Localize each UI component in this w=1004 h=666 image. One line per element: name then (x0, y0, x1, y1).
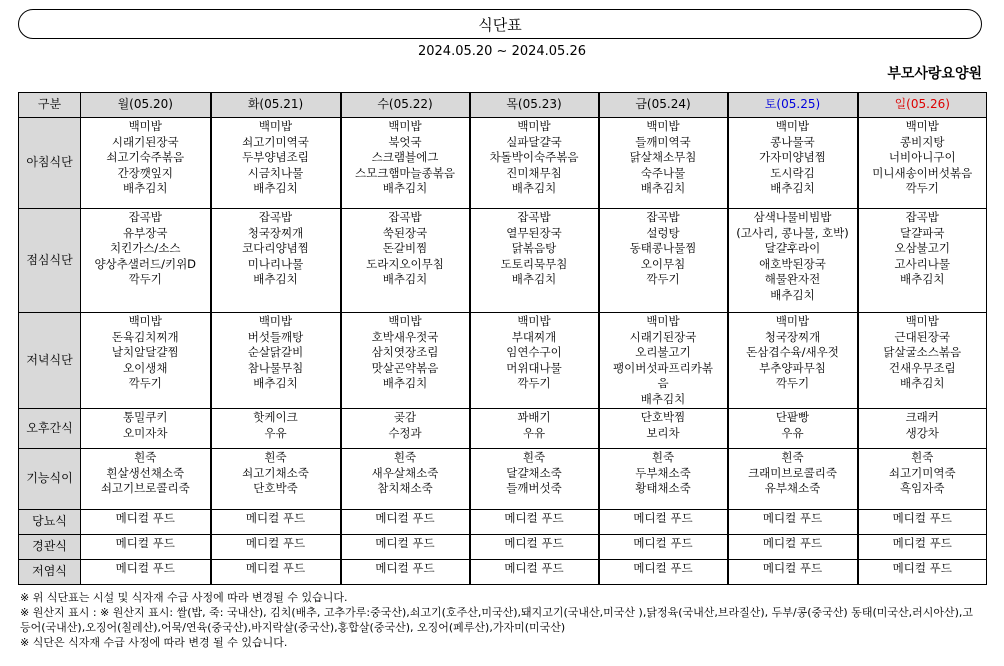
menu-item: 진미채무침 (506, 165, 562, 180)
page-title: 식단표 (478, 15, 522, 34)
menu-item: 백미밥 (258, 314, 293, 328)
menu-item: 오이무침 (640, 256, 686, 271)
menu-item: 백미밥 (258, 119, 293, 133)
menu-cell (858, 560, 987, 585)
menu-item: 단팥빵 (775, 410, 810, 424)
menu-item: 백미밥 (388, 314, 422, 328)
menu-item: 들깨버섯죽 (506, 481, 562, 495)
menu-item: 북엇국 (388, 134, 422, 149)
menu-item: 미나리나물 (247, 256, 304, 271)
menu-item: 쑥된장국 (382, 225, 428, 240)
menu-item: 흰살생선채소죽 (106, 465, 185, 480)
menu-item: 메디컬 푸드 (633, 511, 693, 525)
menu-item: 단호박죽 (253, 481, 298, 495)
meal-plan-table (18, 92, 987, 585)
menu-item: 오리불고기 (635, 345, 691, 359)
menu-item: 메디컬 푸드 (245, 536, 306, 550)
menu-cell (599, 118, 728, 209)
menu-item: 메디컬 푸드 (762, 561, 823, 575)
menu-item: 부추양파무침 (759, 360, 826, 375)
menu-item: 닭볶음탕 (511, 241, 557, 255)
table-row (19, 209, 987, 313)
menu-cell (599, 560, 728, 585)
table-row (19, 535, 987, 560)
menu-item: 잡곡밥 (905, 210, 939, 224)
menu-item: 흰죽 (264, 450, 287, 464)
menu-cell (470, 449, 599, 510)
corner-header: 구분 (19, 93, 81, 118)
menu-item: 임연수구이 (506, 345, 562, 359)
menu-item: 콩나물국 (770, 134, 815, 149)
menu-item: 청국장찌개 (764, 329, 821, 344)
menu-cell (211, 118, 341, 209)
menu-item: 잡곡밥 (258, 210, 293, 224)
menu-item: 단호박찜 (640, 410, 686, 424)
row-label: 경관식 (19, 535, 81, 560)
menu-item: 유부장국 (123, 225, 168, 240)
menu-item: 간장깻잎지 (117, 165, 174, 180)
menu-item: 열무된장국 (506, 225, 562, 240)
menu-item: 건새우무조림 (888, 360, 956, 375)
menu-item: 배추김치 (253, 272, 298, 286)
menu-item: 핫케이크 (253, 410, 298, 424)
menu-item: 청국장찌개 (247, 225, 304, 240)
menu-item: 깍두기 (517, 376, 551, 390)
menu-item: 메디컬 푸드 (633, 536, 693, 550)
menu-cell (81, 535, 211, 560)
table-row (19, 313, 987, 409)
menu-item: 스크램블에그 (371, 150, 439, 164)
table-header-row (19, 93, 987, 118)
menu-item: 배추김치 (511, 272, 557, 286)
menu-item: 메디컬 푸드 (892, 536, 952, 550)
menu-item: 크래커 (905, 410, 939, 424)
row-label: 당뇨식 (19, 510, 81, 535)
menu-cell (341, 313, 470, 409)
menu-item: 배추김치 (123, 181, 168, 195)
menu-item: 배추김치 (253, 181, 298, 195)
menu-item: 참치채소죽 (377, 481, 433, 495)
menu-item: 양상추샐러드/키위D (94, 256, 197, 271)
menu-item: 크래미브로콜리죽 (748, 465, 837, 480)
menu-item: 메디컬 푸드 (375, 561, 435, 575)
menu-item: 배추김치 (253, 376, 298, 390)
day-header-fri: 금(05.24) (599, 93, 728, 118)
day-header-sat: 토(05.25) (728, 93, 858, 118)
day-header-tue: 화(05.21) (211, 93, 341, 118)
menu-item: 쇠고기숙주볶음 (106, 150, 185, 164)
menu-item: 메디컬 푸드 (504, 511, 564, 525)
menu-item: 음 (657, 376, 669, 390)
menu-cell (341, 449, 470, 510)
menu-item: 백미밥 (646, 314, 680, 328)
menu-item: 차돌박이숙주볶음 (489, 150, 579, 164)
menu-item: 해물완자전 (764, 272, 821, 286)
menu-cell (211, 535, 341, 560)
menu-item: 수정과 (388, 425, 422, 440)
menu-item: 메디컬 푸드 (115, 536, 175, 550)
menu-item: 호박새우젓국 (371, 329, 439, 344)
menu-cell (211, 313, 341, 409)
menu-item: 너비아니구이 (888, 150, 956, 164)
menu-cell (81, 209, 211, 313)
menu-item: 흰죽 (393, 450, 417, 464)
menu-item: 시래기된장국 (629, 329, 697, 344)
menu-item: 흰죽 (651, 450, 675, 464)
menu-item: 메디컬 푸드 (504, 561, 564, 575)
menu-item: 맛살곤약볶음 (371, 360, 439, 375)
menu-cell (81, 313, 211, 409)
menu-item: 닭살채소무침 (629, 150, 697, 164)
table-row (19, 510, 987, 535)
menu-item: 메디컬 푸드 (245, 561, 306, 575)
menu-cell (599, 409, 728, 449)
menu-item: 동태콩나물찜 (629, 241, 697, 255)
menu-item: 백미밥 (517, 314, 551, 328)
menu-cell (81, 510, 211, 535)
menu-item: 우유 (522, 425, 546, 440)
menu-cell (728, 118, 858, 209)
menu-cell (341, 409, 470, 449)
menu-item: 머위대나물 (506, 360, 562, 375)
menu-cell (599, 209, 728, 313)
menu-item: 새우살채소죽 (371, 465, 439, 480)
menu-cell (728, 409, 858, 449)
menu-item: 팽이버섯파프리카볶 (613, 360, 713, 375)
date-range: 2024.05.20 ~ 2024.05.26 (417, 44, 587, 59)
menu-item: 메디컬 푸드 (504, 536, 564, 550)
menu-item: 메디컬 푸드 (115, 511, 175, 525)
menu-item: 코다리양념찜 (242, 241, 309, 255)
menu-cell (858, 535, 987, 560)
menu-item: 우유 (781, 425, 804, 440)
menu-item: 애호박된장국 (759, 256, 826, 271)
menu-item: 메디컬 푸드 (892, 511, 952, 525)
menu-item: 흰죽 (134, 450, 157, 464)
menu-item: 메디컬 푸드 (245, 511, 306, 525)
menu-cell (728, 209, 858, 313)
menu-item: 스모크햄마늘종볶음 (355, 165, 455, 180)
menu-item: 배추김치 (640, 181, 686, 195)
row-label: 아침식단 (19, 118, 81, 209)
note-change-notice: ※ 위 식단표는 시설 및 식자재 수급 사정에 따라 변경될 수 있습니다. (20, 591, 348, 604)
table-row (19, 560, 987, 585)
menu-item: 두부양념조림 (242, 150, 309, 164)
menu-item: 오이생채 (123, 360, 168, 375)
menu-item: 실파달걀국 (506, 134, 562, 149)
menu-item: 메디컬 푸드 (115, 561, 175, 575)
menu-item: 흰죽 (781, 450, 804, 464)
menu-item: 메디컬 푸드 (762, 511, 823, 525)
menu-item: 유부채소죽 (764, 481, 821, 495)
menu-cell (470, 535, 599, 560)
menu-item: 삼치엿장조림 (371, 345, 439, 359)
row-label: 저염식 (19, 560, 81, 585)
menu-cell (341, 510, 470, 535)
menu-item: 쇠고기채소죽 (242, 465, 309, 480)
note-origin: ※ 원산지 표시 : ※ 원산지 표시: 쌀(밥, 죽: 국내산), 김치(배추, 고추가루:중국산),쇠고기(호주산,미국산),돼지고기(국내산,미국산 ),닭정육(국내산,브라질산), 두부/콩(중국산) 동태(미국산,러시아산),고등어(국내산),오징어(칠레산),어묵/연육(중국산),바지락살(중국산),홍합살(중국산), 오징어(페루산),가자미(미국산) (20, 606, 974, 634)
row-label: 기능식이 (19, 449, 81, 510)
table-row (19, 449, 987, 510)
menu-item: 배추김치 (382, 181, 428, 195)
menu-item: 깍두기 (128, 272, 162, 286)
menu-item: 메디컬 푸드 (375, 536, 435, 550)
menu-item: 메디컬 푸드 (892, 561, 952, 575)
menu-item: 쇠고기미역죽 (888, 465, 956, 480)
menu-item: 오미자차 (123, 425, 168, 440)
menu-cell (470, 313, 599, 409)
menu-cell (728, 560, 858, 585)
menu-item: 메디컬 푸드 (633, 561, 693, 575)
menu-item: 깍두기 (646, 272, 680, 286)
menu-item: 오삼불고기 (894, 241, 951, 255)
menu-item: (고사리, 콩나물, 호박) (736, 225, 849, 240)
menu-item: 고사리나물 (894, 256, 951, 271)
menu-item: 곶감 (393, 410, 417, 424)
menu-item: 백미밥 (775, 119, 810, 133)
notes-section (20, 590, 980, 650)
menu-item: 잡곡밥 (388, 210, 422, 224)
table-row (19, 118, 987, 209)
menu-item: 백미밥 (905, 119, 939, 133)
menu-item: 달걀채소죽 (506, 465, 562, 480)
menu-item: 백미밥 (517, 119, 551, 133)
menu-item: 배추김치 (382, 272, 428, 286)
menu-cell (599, 313, 728, 409)
menu-cell (341, 535, 470, 560)
menu-item: 들깨미역국 (635, 134, 691, 149)
menu-item: 흑임자죽 (900, 481, 945, 495)
day-header-sun: 일(05.26) (858, 93, 987, 118)
menu-item: 두부채소죽 (635, 465, 691, 480)
menu-cell (341, 560, 470, 585)
menu-item: 근대된장국 (894, 329, 951, 344)
menu-cell (599, 449, 728, 510)
menu-title-box (18, 9, 982, 39)
menu-item: 시래기된장국 (111, 134, 179, 149)
menu-cell (211, 560, 341, 585)
menu-item: 도시락김 (770, 165, 815, 180)
menu-cell (81, 449, 211, 510)
menu-item: 꽈배기 (517, 410, 551, 424)
menu-item: 깍두기 (775, 376, 810, 390)
menu-cell (81, 118, 211, 209)
menu-cell (470, 209, 599, 313)
menu-item: 배추김치 (640, 391, 686, 406)
menu-item: 잡곡밥 (128, 210, 162, 224)
menu-item: 달걀후라이 (764, 241, 821, 255)
menu-item: 도토리묵무침 (500, 256, 568, 271)
menu-item: 잡곡밥 (517, 210, 551, 224)
menu-item: 배추김치 (900, 376, 945, 390)
row-label: 저녁식단 (19, 313, 81, 409)
menu-cell (728, 449, 858, 510)
menu-item: 백미밥 (775, 314, 810, 328)
menu-cell (858, 118, 987, 209)
menu-item: 우유 (264, 425, 287, 440)
menu-cell (211, 209, 341, 313)
menu-item: 미니새송이버섯볶음 (872, 165, 973, 180)
menu-item: 깍두기 (128, 376, 162, 390)
menu-item: 백미밥 (128, 314, 162, 328)
menu-cell (858, 409, 987, 449)
menu-cell (858, 209, 987, 313)
menu-cell (211, 449, 341, 510)
menu-item: 백미밥 (388, 119, 422, 133)
menu-cell (599, 535, 728, 560)
menu-cell (858, 510, 987, 535)
menu-cell (211, 409, 341, 449)
menu-cell (728, 535, 858, 560)
menu-item: 설렁탕 (646, 225, 680, 240)
menu-item: 돈육김치찌개 (111, 329, 179, 344)
menu-item: 돈삼겹수육/새우젓 (746, 345, 839, 359)
menu-item: 메디컬 푸드 (375, 511, 435, 525)
menu-item: 백미밥 (905, 314, 939, 328)
menu-cell (728, 510, 858, 535)
menu-item: 배추김치 (382, 376, 428, 390)
menu-item: 메디컬 푸드 (762, 536, 823, 550)
menu-item: 배추김치 (770, 287, 815, 302)
menu-item: 흰죽 (522, 450, 546, 464)
menu-item: 돈갈비찜 (382, 241, 428, 255)
meal-plan-body (19, 118, 987, 585)
menu-item: 배추김치 (511, 181, 557, 195)
menu-cell (211, 510, 341, 535)
menu-item: 부대찌개 (511, 329, 557, 344)
menu-cell (858, 449, 987, 510)
menu-cell (728, 313, 858, 409)
menu-item: 숙주나물 (640, 165, 686, 180)
menu-cell (341, 209, 470, 313)
menu-cell (470, 118, 599, 209)
menu-item: 백미밥 (646, 119, 680, 133)
menu-cell (81, 560, 211, 585)
menu-item: 배추김치 (900, 272, 945, 286)
menu-item: 배추김치 (770, 181, 815, 195)
menu-item: 닭살굴소스볶음 (883, 345, 962, 359)
day-header-mon: 월(05.20) (81, 93, 211, 118)
menu-item: 깍두기 (905, 181, 939, 195)
table-row (19, 409, 987, 449)
menu-item: 참나물무침 (247, 360, 304, 375)
day-header-wed: 수(05.22) (341, 93, 470, 118)
menu-item: 시금치나물 (247, 165, 304, 180)
menu-item: 콩비지탕 (900, 134, 945, 149)
menu-item: 잡곡밥 (646, 210, 680, 224)
menu-item: 백미밥 (128, 119, 162, 133)
menu-item: 순살닭갈비 (247, 345, 304, 359)
facility-name: 부모사랑요양원 (887, 66, 982, 82)
menu-item: 흰죽 (911, 450, 934, 464)
menu-item: 쇠고기미역국 (242, 134, 309, 149)
menu-item: 날치알달걀찜 (111, 345, 179, 359)
menu-cell (470, 560, 599, 585)
menu-item: 통밀쿠키 (123, 410, 168, 424)
row-label: 점심식단 (19, 209, 81, 313)
menu-item: 달걀파국 (900, 225, 945, 240)
menu-item: 쇠고기브로콜리죽 (100, 481, 190, 495)
row-label: 오후간식 (19, 409, 81, 449)
menu-item: 삼색나물비빔밥 (753, 210, 832, 224)
menu-item: 보리차 (646, 425, 680, 440)
menu-cell (858, 313, 987, 409)
menu-item: 가자미양념찜 (759, 150, 826, 164)
menu-cell (470, 510, 599, 535)
note-supply-notice: ※ 식단은 식자재 수급 사정에 따라 변경 될 수 있습니다. (20, 636, 288, 649)
menu-cell (470, 409, 599, 449)
menu-item: 도라지오이무침 (366, 256, 444, 271)
day-header-thu: 목(05.23) (470, 93, 599, 118)
menu-item: 버섯들깨탕 (247, 329, 304, 344)
menu-cell (81, 409, 211, 449)
menu-cell (341, 118, 470, 209)
menu-item: 생강차 (905, 425, 939, 440)
menu-cell (599, 510, 728, 535)
menu-item: 황태채소죽 (635, 481, 691, 495)
menu-item: 치킨가스/소스 (109, 241, 181, 255)
